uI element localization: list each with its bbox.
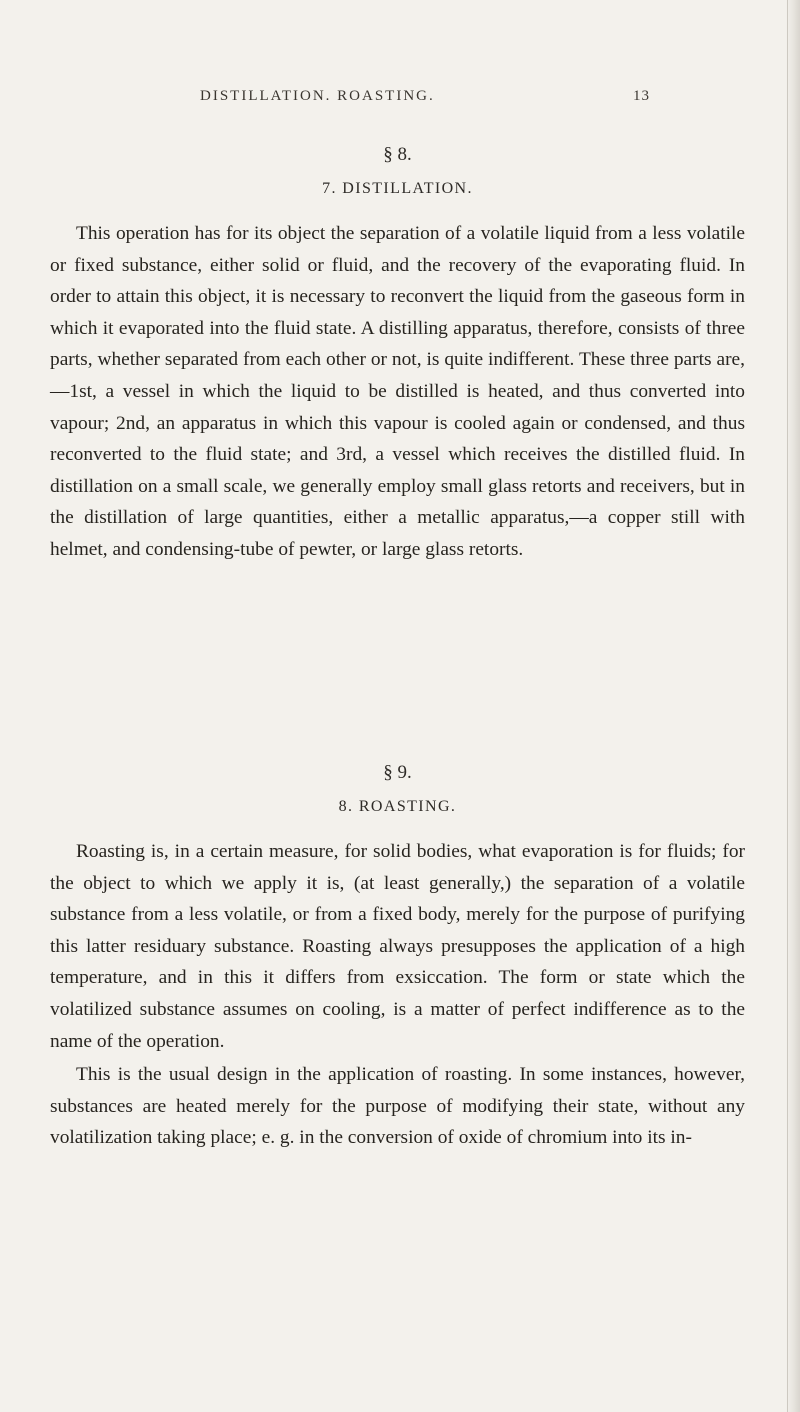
section-heading: 7. DISTILLATION. — [322, 180, 473, 197]
body-paragraph: This operation has for its object the separation of a volatile liquid from a less volatile or fixed substance, either solid or fluid, and the recovery of the evaporating fluid. In order to attain this object, it is necessary to reconvert the liquid from the gaseous form in which it evaporated into the fluid state. A distilling apparatus, therefore, consists of three parts, whether separated from each other or not, is quite indifferent. These three parts are,—1st, a vessel in which the liquid to be distilled is heated, and thus converted into vapour; 2nd, an apparatus in which this vapour is cooled again or condensed, and thus reconverted to the fluid state; and 3rd, a vessel which receives the distilled fluid. In distillation on a small scale, we generally employ small glass retorts and receivers, but in the distillation of large quantities, either a metallic apparatus,—a copper still with helmet, and condensing-tube of pewter, or large glass retorts. — [50, 223, 745, 560]
section-mark: § 8. — [383, 144, 412, 165]
page-edge-shadow — [786, 0, 800, 1412]
page-number: 13 — [633, 88, 650, 104]
body-paragraph: Roasting is, in a certain measure, for solid bodies, what evaporation is for fluids; for the object to which we apply it is, (at least generally,) the separation of a volatile substance from a less volatile, or from a fixed body, merely for the purpose of purifying this latter residuary substance. Roasting always presupposes the application of a high temperature, and in this it differs from exsiccation. The form or state which the volatilized substance assumes on cooling, is a matter of perfect indifference as to the name of the operation. — [50, 841, 745, 1052]
page-edge-line — [787, 0, 788, 1412]
section-distillation — [50, 144, 745, 566]
section-heading: 8. ROASTING. — [338, 798, 457, 815]
section-mark: § 9. — [383, 762, 412, 783]
body-paragraph: This is the usual design in the application of roasting. In some instances, however, substances are heated merely for the purpose of modifying their state, without any volatilization taking place; e. g. in the conversion of oxide of chromium into its in- — [50, 1064, 745, 1149]
running-head-title: DISTILLATION. ROASTING. — [200, 88, 435, 104]
section-roasting — [50, 762, 745, 1154]
